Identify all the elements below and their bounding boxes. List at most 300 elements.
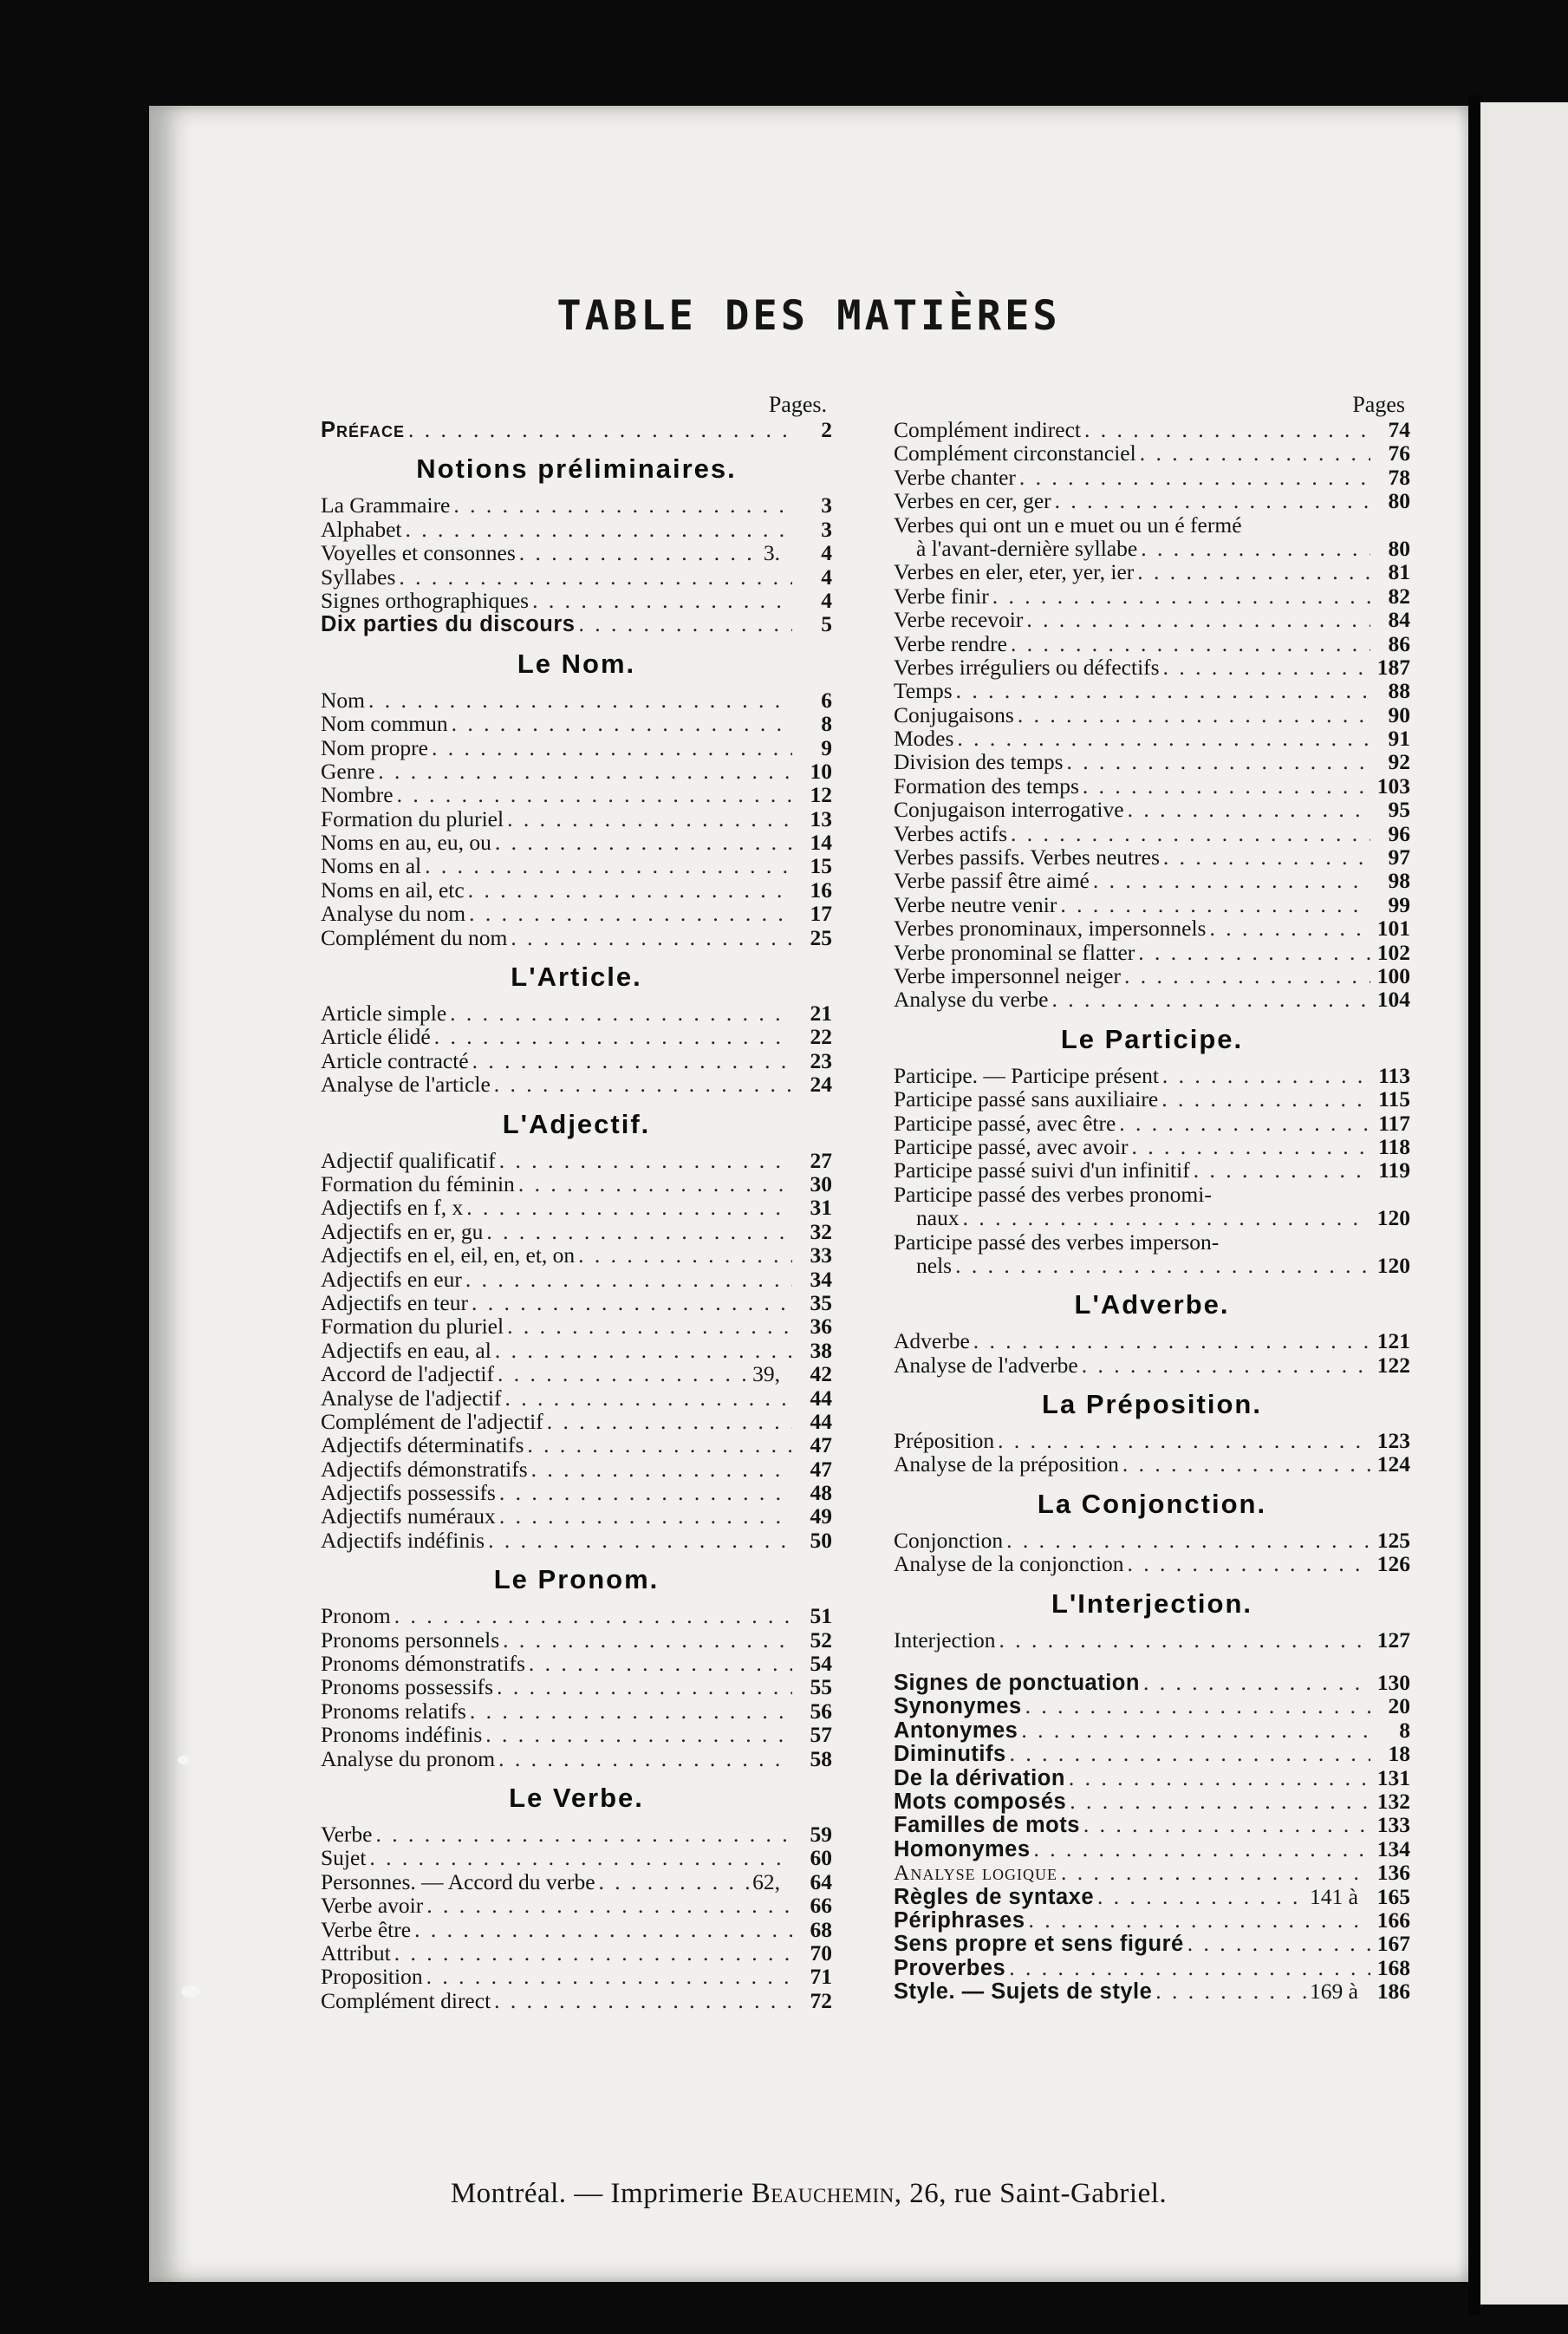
- leader-dots: [453, 493, 792, 517]
- leader-dots: [472, 1049, 792, 1072]
- toc-entry-page: 76: [1388, 440, 1410, 466]
- leader-dots: [426, 1965, 792, 1988]
- leader-dots: [1061, 1861, 1370, 1884]
- toc-entry-page: 23: [810, 1047, 832, 1073]
- toc-entry-label: Pronoms démonstratifs: [321, 1651, 525, 1677]
- toc-entry-label: Sens propre et sens figuré: [894, 1932, 1184, 1957]
- toc-entry-page: 187: [1376, 654, 1410, 680]
- toc-entry-page: 12: [810, 782, 832, 808]
- leader-dots: [1155, 1979, 1306, 2003]
- toc-entry-label: Conjugaisons: [894, 701, 1014, 727]
- toc-entry: [321, 1457, 832, 1481]
- toc-entry: [894, 513, 1410, 537]
- leader-dots: [1131, 1135, 1370, 1158]
- toc-entry: [894, 774, 1410, 798]
- toc-entry-page: 66: [810, 1893, 832, 1919]
- leader-dots: [397, 783, 792, 806]
- toc-entry-page: 50: [810, 1527, 832, 1553]
- toc-entry-page: 98: [1388, 868, 1410, 894]
- toc-entry-alt-page: 141 à: [1310, 1883, 1358, 1909]
- toc-entry-page: 124: [1376, 1451, 1410, 1477]
- toc-entry-label: Complément de l'adjectif: [321, 1408, 543, 1434]
- toc-entry: [894, 1956, 1410, 1979]
- leader-dots: [955, 1254, 1370, 1277]
- toc-entry-page: 57: [810, 1722, 832, 1748]
- toc-entry: [321, 1149, 832, 1172]
- toc-entry-page: 127: [1376, 1627, 1410, 1653]
- toc-entry-label: Proposition: [321, 1964, 423, 1990]
- toc-entry-page: 115: [1378, 1086, 1410, 1112]
- toc-entry-page: 95: [1388, 797, 1410, 823]
- toc-entry-label: Analyse de la préposition: [894, 1451, 1119, 1477]
- toc-entry: [321, 712, 832, 735]
- toc-entry: [321, 1965, 832, 1988]
- imprint-address: , 26, rue Saint-Gabriel.: [894, 2178, 1168, 2209]
- toc-entry-page: 48: [810, 1480, 832, 1506]
- toc-entry-page: 97: [1388, 844, 1410, 870]
- toc-entry-page: 60: [810, 1845, 832, 1871]
- toc-entry: [321, 1339, 832, 1362]
- toc-entry-label: Proverbes: [894, 1955, 1006, 1980]
- leader-dots: [1060, 893, 1370, 916]
- toc-entry-page: 34: [810, 1266, 832, 1292]
- toc-entry: [894, 1206, 1410, 1229]
- leader-dots: [1026, 608, 1370, 631]
- toc-entry-page: 3: [821, 516, 832, 542]
- toc-entry: [321, 1747, 832, 1770]
- toc-entry-label: Nom propre: [321, 734, 428, 760]
- toc-entry: [894, 1112, 1410, 1135]
- leader-dots: [472, 1291, 792, 1314]
- toc-entry-label: Analyse logique: [894, 1860, 1057, 1886]
- toc-entry-label: à l'avant-dernière syllabe: [916, 535, 1138, 561]
- leader-dots: [494, 1989, 792, 2012]
- toc-entry: [321, 493, 832, 517]
- toc-entry-page: 30: [810, 1170, 832, 1196]
- toc-entry-label: Complément circonstanciel: [894, 440, 1136, 466]
- toc-entry: [894, 1158, 1410, 1182]
- toc-entry: [321, 688, 832, 712]
- toc-entry-label: Verbes en eler, eter, yer, ier: [894, 559, 1135, 585]
- toc-entry-label: Pronom: [321, 1603, 391, 1629]
- toc-entry-page: 92: [1388, 749, 1410, 775]
- section-heading: La Préposition.: [1042, 1389, 1262, 1420]
- toc-entry: [321, 1723, 832, 1746]
- toc-entry-label: Modes: [894, 726, 954, 752]
- toc-entry-label: Verbes qui ont un e muet ou un é fermé: [894, 512, 1242, 538]
- leader-dots: [466, 1196, 792, 1219]
- toc-entry-label: Verbe avoir: [321, 1893, 424, 1919]
- section-heading: Le Verbe.: [509, 1782, 644, 1813]
- leader-dots: [1138, 941, 1370, 964]
- toc-entry: [321, 1941, 832, 1965]
- toc-entry-page: 101: [1376, 916, 1410, 942]
- toc-entry-page: 44: [810, 1385, 832, 1411]
- toc-entry-page: 121: [1376, 1328, 1410, 1354]
- toc-entry-label: Verbe pronominal se flatter: [894, 939, 1135, 965]
- toc-entry: [321, 1846, 832, 1869]
- toc-entry-label: Verbe recevoir: [894, 607, 1024, 633]
- toc-entry: [321, 541, 832, 564]
- toc-entry-page: 91: [1388, 726, 1410, 752]
- section-heading: L'Interjection.: [1051, 1588, 1252, 1619]
- toc-entry-label: nels: [916, 1252, 953, 1278]
- toc-entry-page: 24: [810, 1072, 832, 1098]
- leader-dots: [426, 1894, 792, 1917]
- toc-entry-label: Adjectifs déterminatifs: [321, 1432, 524, 1458]
- toc-entry-label: Familles de mots: [894, 1813, 1080, 1838]
- toc-entry-label: Adjectifs en f, x: [321, 1195, 464, 1221]
- toc-entry-page: 49: [810, 1503, 832, 1529]
- leader-dots: [486, 1220, 792, 1243]
- toc-entry: [894, 560, 1410, 584]
- leader-dots: [1122, 1452, 1370, 1476]
- toc-entry-page: 47: [810, 1432, 832, 1458]
- toc-entry-label: Complément direct: [321, 1987, 491, 2013]
- leader-dots: [1097, 1885, 1306, 1908]
- toc-entry: [321, 1628, 832, 1652]
- toc-entry: [894, 632, 1410, 655]
- toc-entry-label: Adverbe: [894, 1328, 970, 1354]
- toc-entry-page: 64: [810, 1868, 832, 1894]
- toc-entry-label: Préface: [321, 418, 406, 442]
- toc-entry: [894, 1766, 1410, 1790]
- toc-entry-page: 6: [821, 687, 832, 713]
- toc-entry-label: Pronoms indéfinis: [321, 1722, 483, 1748]
- leader-dots: [1141, 537, 1370, 560]
- leader-dots: [469, 902, 792, 925]
- toc-entry-page: 168: [1376, 1954, 1410, 1980]
- toc-entry: [894, 1813, 1410, 1836]
- toc-entry-label: Verbe rendre: [894, 630, 1007, 656]
- toc-entry-page: 15: [810, 853, 832, 879]
- toc-entry-label: Dix parties du discours: [321, 612, 576, 637]
- toc-entry: [321, 1268, 832, 1291]
- toc-entry: [894, 584, 1410, 608]
- page-title: TABLE DES MATIÈRES: [556, 292, 1061, 340]
- leader-dots: [1070, 1790, 1370, 1813]
- toc-entry-label: Nom: [321, 687, 365, 713]
- toc-entry-label: Préposition: [894, 1428, 995, 1454]
- toc-entry: [321, 926, 832, 949]
- toc-entry-page: 113: [1378, 1062, 1410, 1088]
- toc-entry-page: 13: [810, 805, 832, 831]
- leader-dots: [495, 1339, 792, 1362]
- toc-entry-page: 82: [1388, 583, 1410, 609]
- toc-entry-page: 136: [1376, 1860, 1410, 1886]
- toc-entry-label: Verbe passif être aimé: [894, 868, 1090, 894]
- leader-dots: [1161, 1087, 1370, 1111]
- toc-entry-page: 35: [810, 1289, 832, 1315]
- leader-dots: [495, 831, 792, 854]
- toc-entry-page: 10: [810, 758, 832, 784]
- toc-entry-page: 70: [810, 1940, 832, 1966]
- toc-entry-page: 17: [810, 901, 832, 927]
- toc-entry-page: 132: [1376, 1788, 1410, 1814]
- toc-entry: [321, 1220, 832, 1243]
- toc-entry-label: Verbes pronominaux, impersonnels: [894, 916, 1207, 942]
- toc-entry: [321, 1025, 832, 1048]
- leader-dots: [1010, 1742, 1370, 1765]
- toc-entry-page: 44: [810, 1408, 832, 1434]
- toc-entry: [894, 1671, 1410, 1694]
- toc-entry-label: Verbe: [321, 1821, 373, 1847]
- toc-entry-label: Analyse du nom: [321, 901, 466, 927]
- leader-dots: [368, 688, 792, 712]
- leader-dots: [468, 878, 792, 902]
- toc-entry-page: 90: [1388, 701, 1410, 727]
- toc-entry: [321, 878, 832, 902]
- toc-entry-label: Verbes passifs. Verbes neutres: [894, 844, 1160, 870]
- imprint-printer: Beauchemin: [751, 2178, 895, 2209]
- leader-dots: [1084, 418, 1370, 441]
- toc-entry-page: 123: [1376, 1428, 1410, 1454]
- spacer: [894, 1652, 1410, 1671]
- toc-entry-label: Adjectifs en el, eil, en, et, on: [321, 1242, 576, 1268]
- toc-entry-page: 126: [1376, 1551, 1410, 1577]
- toc-entry-label: Pronoms possessifs: [321, 1674, 494, 1700]
- leader-dots: [999, 1628, 1370, 1652]
- toc-entry: [894, 608, 1410, 631]
- leader-dots: [998, 1429, 1370, 1452]
- leader-dots: [499, 1149, 792, 1172]
- toc-entry-page: 18: [1388, 1741, 1410, 1767]
- toc-entry-label: La Grammaire: [321, 492, 451, 518]
- toc-entry-page: 104: [1376, 987, 1410, 1013]
- toc-entry: [321, 854, 832, 877]
- toc-entry-page: 103: [1376, 773, 1410, 799]
- toc-entry-page: 16: [810, 877, 832, 903]
- toc-entry-label: Participe passé des verbes pronomi-: [894, 1181, 1212, 1207]
- toc-entry: [321, 1049, 832, 1072]
- section-heading: La Conjonction.: [1037, 1488, 1267, 1519]
- toc-entry: [894, 1885, 1410, 1908]
- toc-entry: [894, 1908, 1410, 1932]
- toc-entry-label: Analyse du pronom: [321, 1745, 496, 1771]
- page-gutter: [1468, 95, 1480, 2315]
- toc-entry: [321, 1291, 832, 1314]
- leader-dots: [992, 584, 1370, 608]
- toc-entry-label: Formation du pluriel: [321, 805, 504, 831]
- toc-entry: [321, 1386, 832, 1410]
- leader-dots: [511, 926, 792, 949]
- leader-dots: [1163, 655, 1370, 679]
- toc-entry: [321, 1699, 832, 1723]
- toc-entry-page: 52: [810, 1627, 832, 1653]
- toc-entry: [321, 565, 832, 589]
- toc-entry-page: 4: [821, 564, 832, 590]
- toc-entry-page: 47: [810, 1456, 832, 1482]
- toc-entry: [894, 1861, 1410, 1884]
- leader-dots: [498, 1747, 792, 1770]
- leader-dots: [1021, 1718, 1370, 1742]
- toc-entry: [894, 1230, 1410, 1254]
- leader-dots: [375, 1822, 792, 1846]
- leader-dots: [529, 1652, 792, 1675]
- toc-entry: [894, 1254, 1410, 1277]
- toc-entry: [894, 1529, 1410, 1552]
- toc-entry: [894, 1064, 1410, 1087]
- toc-entry: [321, 1504, 832, 1528]
- toc-entry: [321, 1529, 832, 1552]
- toc-entry-label: Style. — Sujets de style: [894, 1979, 1153, 2005]
- toc-entry-page: 117: [1378, 1110, 1410, 1136]
- leader-dots: [1162, 1064, 1370, 1087]
- toc-entry-label: Syllabes: [321, 564, 396, 590]
- toc-entry: [894, 1183, 1410, 1206]
- toc-entry-label: Participe passé, avec être: [894, 1110, 1116, 1136]
- leader-dots: [1093, 869, 1370, 892]
- leader-dots: [488, 1529, 792, 1552]
- leader-dots: [425, 854, 792, 877]
- toc-entry-page: 133: [1376, 1812, 1410, 1838]
- toc-entry-page: 118: [1378, 1133, 1410, 1159]
- toc-entry-page: 8: [1399, 1717, 1410, 1743]
- toc-entry-page: 120: [1376, 1205, 1410, 1231]
- toc-entry-page: 96: [1388, 820, 1410, 846]
- toc-entry-label: Nom commun: [321, 711, 448, 737]
- leader-dots: [394, 1604, 792, 1627]
- toc-entry: [321, 1870, 832, 1894]
- toc-entry: [321, 1652, 832, 1675]
- toc-entry: [894, 869, 1410, 892]
- leader-dots: [1009, 1956, 1370, 1979]
- leader-dots: [498, 1362, 749, 1385]
- adjacent-page-edge: [1480, 102, 1568, 2305]
- toc-entry: [894, 489, 1410, 512]
- toc-entry-page: 165: [1376, 1883, 1410, 1909]
- toc-entry-page: 125: [1376, 1527, 1410, 1553]
- toc-entry-page: 59: [810, 1821, 832, 1847]
- toc-entry-alt-page: 62,: [752, 1868, 780, 1894]
- toc-entry-page: 122: [1376, 1352, 1410, 1378]
- toc-entry: [321, 1362, 832, 1385]
- toc-entry: [894, 1329, 1410, 1353]
- toc-entry-label: Analyse de l'adjectif: [321, 1385, 502, 1411]
- toc-entry-label: Antonymes: [894, 1718, 1018, 1743]
- leader-dots: [1124, 964, 1370, 988]
- toc-entry: [321, 807, 832, 831]
- toc-entry: [321, 1894, 832, 1917]
- toc-entry: [894, 798, 1410, 821]
- toc-entry-page: 21: [810, 1001, 832, 1027]
- leader-dots: [1006, 1529, 1370, 1552]
- leader-dots: [1137, 560, 1370, 584]
- toc-entry-page: 120: [1376, 1252, 1410, 1278]
- toc-entry-label: Interjection: [894, 1627, 996, 1653]
- toc-entry-page: 68: [810, 1916, 832, 1942]
- toc-entry: [321, 1410, 832, 1433]
- leader-dots: [599, 1870, 750, 1894]
- toc-entry-label: Signes orthographiques: [321, 587, 530, 613]
- toc-entry-label: Accord de l'adjectif: [321, 1361, 494, 1387]
- toc-entry-label: Verbes en cer, ger: [894, 488, 1051, 514]
- toc-entry-label: Participe passé sans auxiliaire: [894, 1086, 1159, 1112]
- toc-entry-label: Adjectif qualificatif: [321, 1147, 496, 1173]
- toc-entry-label: Conjugaison interrogative: [894, 797, 1124, 823]
- toc-entry-alt-page: 3.: [763, 540, 780, 566]
- leader-dots: [434, 1025, 792, 1048]
- toc-entry: [321, 1243, 832, 1267]
- toc-entry-label: Verbes actifs: [894, 820, 1007, 846]
- toc-entry: [894, 893, 1410, 916]
- toc-entry-label: Analyse de l'adverbe: [894, 1352, 1078, 1378]
- leader-dots: [405, 518, 792, 541]
- toc-entry: [321, 1072, 832, 1096]
- leader-dots: [507, 807, 792, 831]
- toc-entry-label: Noms en au, eu, ou: [321, 830, 491, 856]
- toc-entry-page: 88: [1388, 678, 1410, 704]
- toc-entry-label: Pronoms personnels: [321, 1627, 500, 1653]
- toc-entry-page: 14: [810, 830, 832, 856]
- toc-entry-label: Adjectifs numéraux: [321, 1503, 496, 1529]
- toc-entry-page: 42: [810, 1361, 832, 1387]
- section-heading: Le Nom.: [517, 648, 636, 679]
- leader-dots: [452, 712, 792, 735]
- leader-dots: [957, 727, 1370, 750]
- leader-dots: [505, 1386, 792, 1410]
- toc-entry: [321, 1822, 832, 1846]
- leader-dots: [1029, 1908, 1370, 1932]
- leader-dots: [378, 760, 792, 783]
- toc-entry-label: Article élidé: [321, 1024, 431, 1050]
- toc-entry-label: Règles de syntaxe: [894, 1884, 1095, 1909]
- leader-dots: [1011, 822, 1370, 845]
- toc-entry-preface: [321, 418, 832, 441]
- section-heading: Notions préliminaires.: [416, 453, 737, 485]
- toc-entry: [321, 1675, 832, 1698]
- document-page: [149, 106, 1468, 2282]
- toc-entry-page: 166: [1376, 1907, 1410, 1933]
- toc-entry-label: Verbe impersonnel neiger: [894, 962, 1121, 988]
- toc-entry-label: Adjectifs indéfinis: [321, 1527, 485, 1553]
- leader-dots: [547, 1410, 792, 1433]
- leader-dots: [1019, 466, 1370, 489]
- toc-entry-label: Adjectifs démonstratifs: [321, 1456, 528, 1482]
- toc-entry-page: 31: [810, 1195, 832, 1221]
- toc-entry-label: Noms en ail, etc: [321, 877, 465, 903]
- toc-entry-label: Analyse de l'article: [321, 1072, 491, 1098]
- toc-entry: [894, 1552, 1410, 1575]
- toc-entry-label: naux: [916, 1205, 960, 1231]
- toc-entry: [894, 655, 1410, 679]
- toc-entry-label: Signes de ponctuation: [894, 1671, 1140, 1696]
- toc-entry: [321, 783, 832, 806]
- toc-entry: [894, 964, 1410, 988]
- toc-entry: [894, 466, 1410, 489]
- toc-entry-page: 100: [1376, 962, 1410, 988]
- toc-entry: [321, 1989, 832, 2012]
- toc-entry-label: Temps: [894, 678, 953, 704]
- leader-dots: [1051, 988, 1370, 1011]
- toc-entry: [321, 1481, 832, 1504]
- toc-entry: [321, 518, 832, 541]
- section-heading: L'Adjectif.: [502, 1108, 651, 1139]
- toc-entry-label: Personnes. — Accord du verbe: [321, 1868, 595, 1894]
- toc-entry-page: 58: [810, 1745, 832, 1771]
- toc-entry-page: 119: [1378, 1157, 1410, 1183]
- leader-dots: [1083, 774, 1370, 798]
- toc-entry-page: 25: [810, 924, 832, 950]
- leader-dots: [503, 1628, 792, 1652]
- toc-entry-label: Formation du féminin: [321, 1170, 515, 1196]
- toc-entry-label: Formation du pluriel: [321, 1314, 504, 1340]
- toc-entry-page: 74: [1388, 417, 1410, 442]
- toc-entry: [894, 1932, 1410, 1955]
- toc-entry-page: 86: [1388, 630, 1410, 656]
- toc-entry-label: Diminutifs: [894, 1742, 1006, 1767]
- leader-dots: [1055, 489, 1370, 512]
